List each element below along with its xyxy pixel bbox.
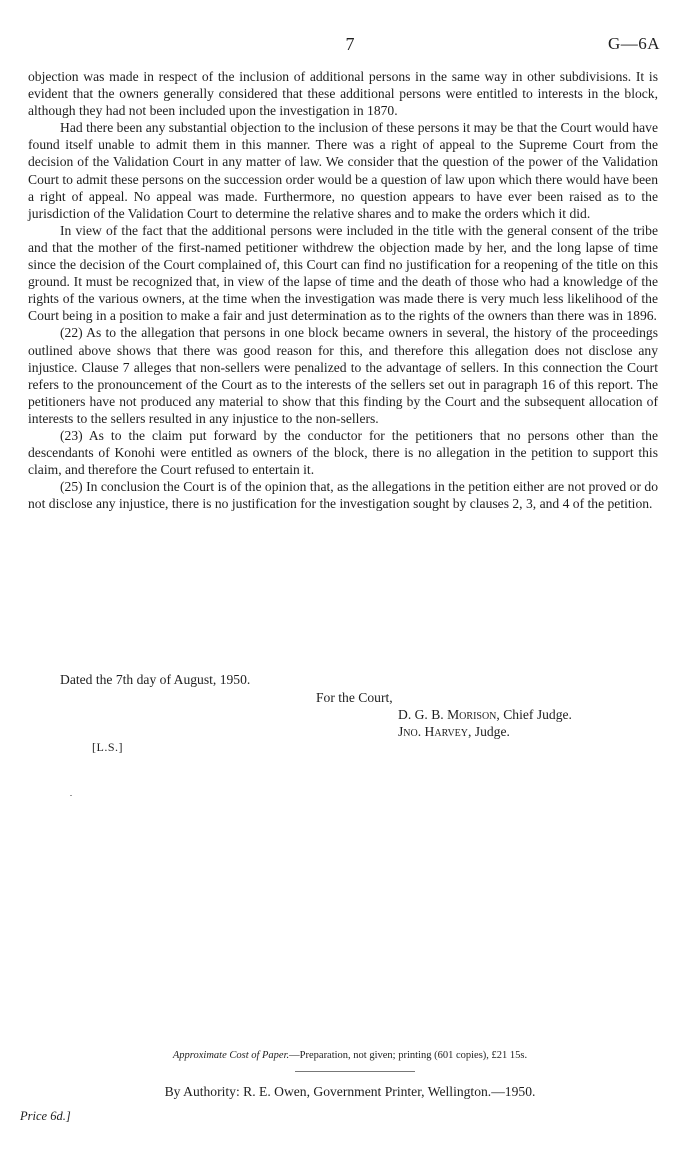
signatory-name: Jno. Harvey, xyxy=(398,724,472,739)
paragraph-23: (23) As to the claim put forward by the conductor for the petitioners that no persons other than the descendants of Konohi were entitled as owners of the block, there is no allegation in the petition to support this claim, and therefore the Court refused to entertain it. xyxy=(28,427,658,478)
dated-line: Dated the 7th day of August, 1950. xyxy=(60,672,251,687)
stray-mark xyxy=(70,795,72,796)
document-reference: G—6A xyxy=(607,34,660,53)
footer-divider xyxy=(295,1071,415,1072)
paragraph-25: (25) In conclusion the Court is of the opinion that, as the allegations in the petition either are not proved or do not disclose any injustice, there is no justification for the investigation sought by clauses 2, 3, and 4 of the petition. xyxy=(28,479,658,512)
signatory-judge xyxy=(398,724,510,740)
signatory-name: D. G. B. Morison, xyxy=(398,707,500,722)
paragraph-22: (22) As to the allegation that persons in one block became owners in several, the history of the proceedings outlined above shows that there was good reason for this, and therefore this allegation does not disclose any injustice. Clause 7 alleges that non-sellers were penalized to the advantage of sellers. In this connection the Court refers to the pronouncement of the Court as to the interests of the sellers set out in paragraph 16 of this report. The petitioners have not produced any material to show that this finding by the Court and the subsequent allocation of interests to the sellers resulted in any injustice to the non-sellers. xyxy=(28,325,658,426)
report-body xyxy=(28,68,658,512)
cost-label: Approximate Cost of Paper. xyxy=(172,1050,290,1061)
page-number: 7 xyxy=(345,34,355,54)
price-label: Price 6d.] xyxy=(20,1109,71,1123)
page-header xyxy=(0,34,700,58)
for-the-court: For the Court, xyxy=(316,690,393,705)
signatory-chief-judge xyxy=(398,707,572,723)
signatory-title: Chief Judge. xyxy=(503,707,572,722)
seal-mark: [L.S.] xyxy=(92,740,123,754)
printer-authority: By Authority: R. E. Owen, Government Printer, Wellington.—1950. xyxy=(164,1084,536,1099)
paragraph-lapse-of-time: In view of the fact that the additional persons were included in the title with the general consent of the tribe and that the mother of the first-named petitioner withdrew the objection made by her, and the long lapse of time since the decision of the Court complained of, this Court can find no justification for a reopening of the title on this ground. It must be recognized that, in view of the lapse of time and the death of those who had a knowledge of the rights of the various owners, at the time when the investigation was made there is very much less likelihood of the Court being in a position to make a fair and just determination as to the rights of the owners than there was in 1896. xyxy=(28,222,658,324)
cost-text: —Preparation, not given; printing (601 copies), £21 15s. xyxy=(289,1050,528,1061)
paragraph-continuation: objection was made in respect of the inclusion of additional persons in the same way in other subdivisions. It is evident that the owners generally considered that these additional persons were entitled to interests in the block, although they had not been included upon the investigation in 1870. xyxy=(28,69,658,119)
paragraph-objection: Had there been any substantial objection to the inclusion of these persons it may be that the Court would have found itself unable to admit them in this manner. There was a right of appeal to the Supreme Court from the decision of the Validation Court in any matter of law. We consider that the question of the power of the Validation Court to admit these persons on the succession order would be a question of law upon which there would have been a right of appeal. No appeal was made. Furthermore, no question appears to have ever been raised as to the jurisdiction of the Validation Court to determine the relative shares and to make the orders which it did. xyxy=(28,120,658,221)
cost-of-paper xyxy=(0,1050,700,1061)
signatory-title: Judge. xyxy=(474,724,510,739)
